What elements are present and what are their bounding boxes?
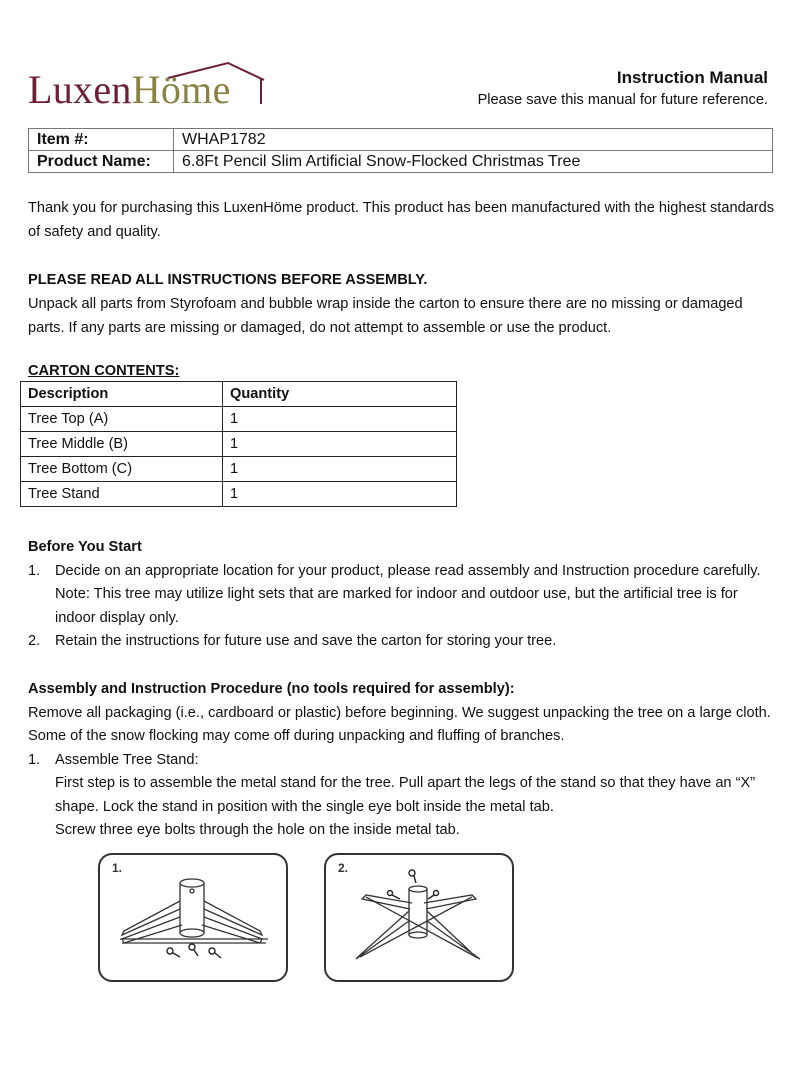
table-row — [21, 407, 457, 432]
figure-1-stand-folded — [98, 853, 288, 982]
list-number: 1. — [28, 562, 41, 579]
logo-wordmark — [28, 66, 231, 113]
cell-description: Tree Stand — [21, 482, 223, 507]
manual-title: Instruction Manual — [616, 68, 768, 87]
assembly-heading: Assembly and Instruction Procedure (no tools required for assembly): — [28, 681, 515, 697]
cell-quantity: 1 — [223, 457, 457, 482]
table-row — [21, 457, 457, 482]
read-all-line: parts. If any parts are missing or damaged, do not attempt to assemble or use the product. — [28, 320, 612, 336]
cell-description: Tree Top (A) — [21, 407, 223, 432]
cell-description: Tree Bottom (C) — [21, 457, 223, 482]
figure-label: 1. — [112, 861, 123, 875]
item-number-label: Item #: — [29, 129, 174, 151]
read-all-heading: PLEASE READ ALL INSTRUCTIONS BEFORE ASSEMBLY. — [28, 272, 428, 288]
brand-logo — [28, 60, 278, 112]
figure-2-stand-open — [324, 853, 514, 982]
logo-luxen: Luxen — [28, 67, 132, 112]
figure-label: 2. — [338, 861, 349, 875]
cell-description: Tree Middle (B) — [21, 432, 223, 457]
cell-quantity: 1 — [223, 407, 457, 432]
intro-line: of safety and quality. — [28, 224, 161, 240]
assembly-line: Remove all packaging (i.e., cardboard or plastic) before beginning. We suggest unpacking the tree on a large cloth. — [28, 704, 771, 721]
table-row — [29, 151, 773, 173]
table-header-row — [21, 382, 457, 407]
intro-line: Thank you for purchasing this LuxenHöme product. This product has been manufactured with the highest standards — [28, 200, 775, 216]
read-all-line: Unpack all parts from Styrofoam and bubble wrap inside the carton to ensure there are no missing or damaged — [28, 296, 743, 312]
list-number: 1. — [28, 751, 41, 768]
list-item — [28, 630, 788, 654]
list-line: Retain the instructions for future use and save the carton for storing your tree. — [55, 633, 557, 649]
cell-quantity: 1 — [223, 432, 457, 457]
step-title: Assemble Tree Stand: — [55, 751, 199, 768]
carton-contents-table — [20, 381, 457, 507]
list-number: 2. — [28, 633, 41, 649]
logo-home: Höme — [131, 67, 231, 112]
assembly-line: Some of the snow flocking may come off during unpacking and fluffing of branches. — [28, 728, 565, 744]
manual-subtitle: Please save this manual for future reference. — [477, 92, 768, 108]
list-line: Decide on an appropriate location for your product, please read assembly and Instruction procedure carefully. — [55, 562, 761, 579]
column-header: Quantity — [223, 382, 457, 407]
product-name-label: Product Name: — [29, 151, 174, 173]
list-item — [28, 560, 788, 631]
before-you-start-section — [28, 536, 788, 654]
list-line: indoor display only. — [55, 609, 179, 626]
list-line: First step is to assemble the metal stand for the tree. Pull apart the legs of the stand so that they have an “X” — [55, 775, 756, 791]
list-item — [28, 749, 788, 843]
list-line: shape. Lock the stand in position with the single eye bolt inside the metal tab. — [55, 798, 554, 815]
tree-stand-folded-illustration — [100, 855, 286, 980]
read-all-section — [28, 268, 793, 340]
tree-stand-open-illustration — [326, 855, 512, 980]
carton-heading: CARTON CONTENTS: — [28, 363, 180, 379]
item-number-value: WHAP1782 — [174, 129, 773, 151]
before-heading: Before You Start — [28, 539, 142, 555]
assembly-section — [28, 678, 788, 843]
table-row — [21, 432, 457, 457]
cell-quantity: 1 — [223, 482, 457, 507]
product-name-value: 6.8Ft Pencil Slim Artificial Snow-Flocked Christmas Tree — [174, 151, 773, 173]
table-row — [21, 482, 457, 507]
list-line: Note: This tree may utilize light sets that are marked for indoor and outdoor use, but the artificial tree is for — [55, 586, 738, 602]
column-header: Description — [21, 382, 223, 407]
list-line: Screw three eye bolts through the hole on the inside metal tab. — [55, 822, 460, 838]
item-info-table — [28, 128, 773, 173]
table-row — [29, 129, 773, 151]
intro-paragraph — [28, 196, 793, 244]
